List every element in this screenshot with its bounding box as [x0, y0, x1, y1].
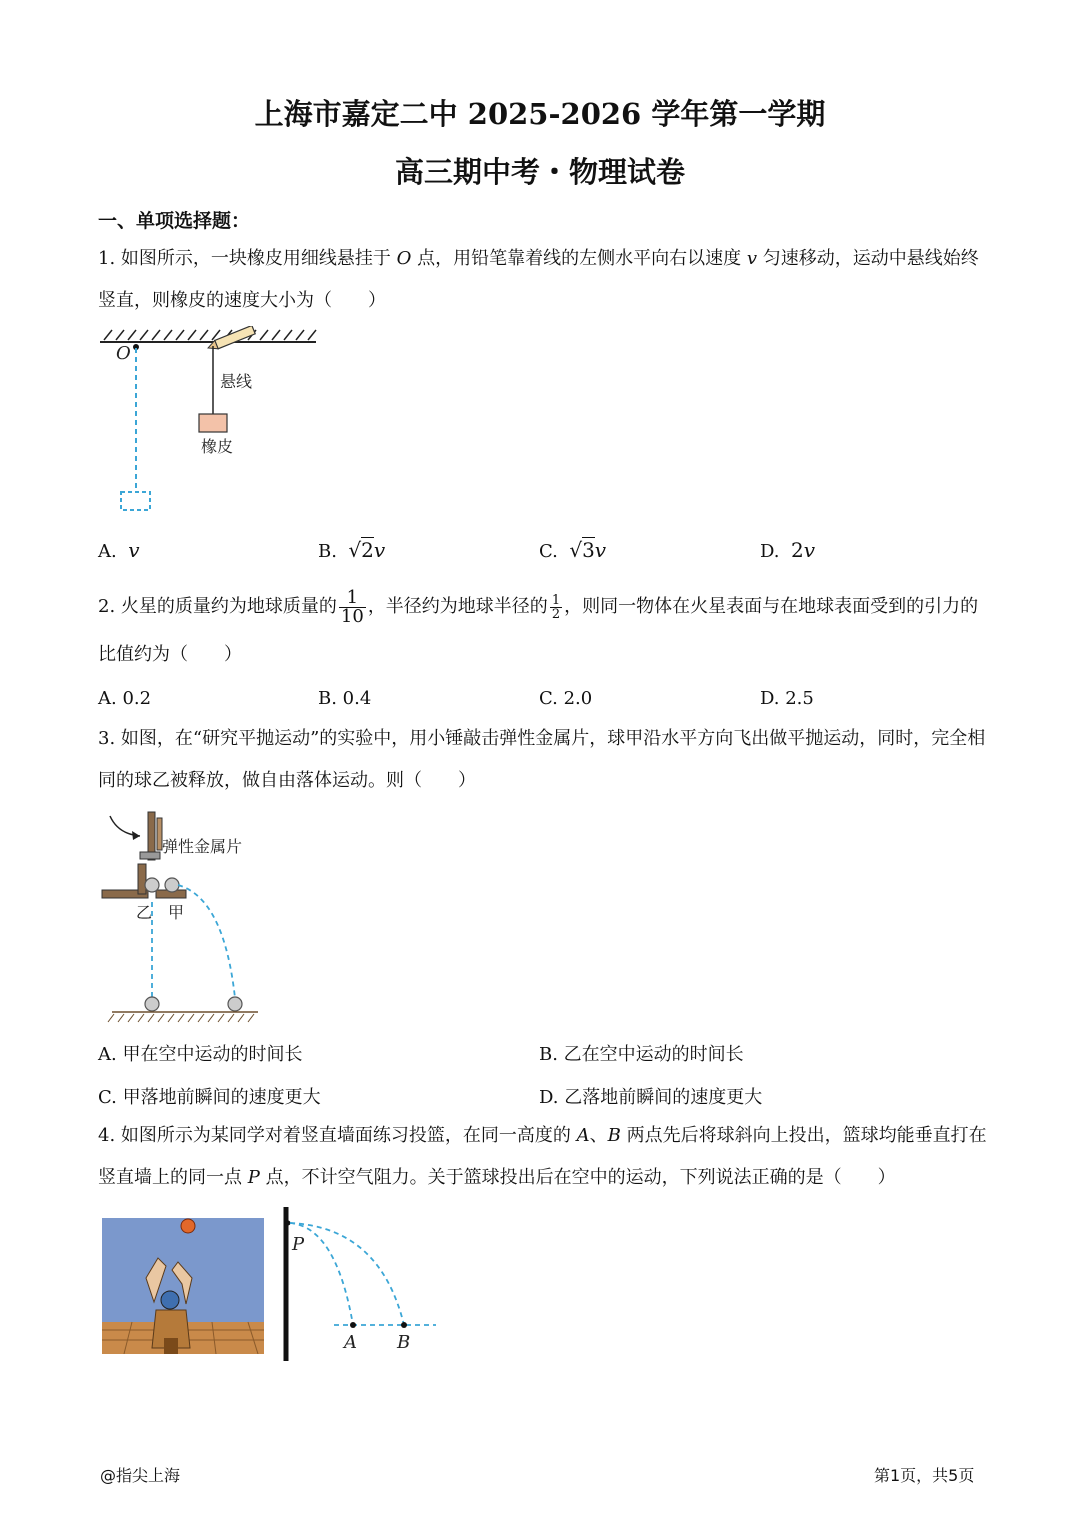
q1-option-a: A. v	[98, 538, 140, 562]
exam-title-line1: 上海市嘉定二中 2025-2026 学年第一学期	[254, 97, 826, 131]
q1-option-b: B. √2v	[318, 538, 386, 562]
ball-yi-label: 乙	[136, 903, 153, 922]
o-label: O	[116, 343, 131, 364]
footer-source: @指尖上海	[100, 1466, 181, 1485]
projectile-path	[178, 885, 235, 998]
exam-title-line2: 高三期中考・物理试卷	[394, 155, 685, 189]
ball-yi	[145, 878, 159, 892]
hammer-arrow	[110, 816, 140, 836]
plate-label: 弹性金属片	[162, 837, 243, 856]
point-a	[350, 1322, 356, 1328]
question-1-text: 1. 如图所示，一块橡皮用细线悬挂于 O 点，用铅笔靠着线的左侧水平向右以速度 v 匀速移动，运动中悬线始终竖直，则橡皮的速度大小为（ ）	[98, 248, 979, 311]
fraction-one-half: $\frac{1}{2}$	[551, 592, 561, 622]
q1-option-d: D. 2v	[760, 538, 816, 562]
basketball-icon	[181, 1219, 195, 1233]
ball-jia-label: 甲	[168, 903, 185, 922]
string-label: 悬线	[220, 372, 253, 391]
b-label: B	[397, 1332, 411, 1353]
trajectory-from-b	[290, 1223, 404, 1325]
question-3-text: 3. 如图，在“研究平抛运动”的实验中，用小锤敲击弹性金属片，球甲沿水平方向飞出做平抛运动，同时，完全相同的球乙被释放，做自由落体运动。则（ ）	[98, 728, 986, 791]
question-2-text: 2. 火星的质量约为地球质量的 $\frac{1}{10}$ ，半径约为地球半径的 $\frac{1}{2}$ ，则同一物体在火星表面与在地球表面受到的引力的比值约为（ ）	[98, 586, 979, 665]
question-4-text: 4. 如图所示为某同学对着竖直墙面练习投篮，在同一高度的 A、B 两点先后将球斜向上投出，篮球均能垂直打在竖直墙上的同一点 P 点，不计空气阻力。关于篮球投出后在空中的运动，下列说法正确的是（ ）	[98, 1125, 987, 1188]
q3-option-b: B. 乙在空中运动的时间长	[539, 1044, 744, 1065]
q3-option-c: C. 甲落地前瞬间的速度更大	[98, 1087, 321, 1108]
q2-option-a: A. 0.2	[98, 688, 152, 709]
q2-option-c: C. 2.0	[539, 688, 593, 709]
q1-option-c: C. √3v	[539, 538, 607, 562]
q4-trajectory-figure	[276, 1205, 446, 1365]
footer-page-number: 第1页，共5页	[874, 1466, 975, 1485]
q3-option-a: A. 甲在空中运动的时间长	[98, 1044, 303, 1065]
q2-option-d: D. 2.5	[760, 688, 814, 709]
q3-option-d: D. 乙落地前瞬间的速度更大	[539, 1087, 763, 1108]
q2-option-b: B. 0.4	[318, 688, 372, 709]
point-p	[286, 1221, 291, 1226]
a-label: A	[344, 1332, 357, 1353]
fraction-one-tenth: $\frac{1}{10}$	[340, 586, 364, 627]
p-label: P	[292, 1234, 305, 1255]
basketball-player-picture	[102, 1218, 264, 1354]
eraser-label: 橡皮	[201, 437, 234, 456]
q1-figure	[96, 326, 326, 516]
ball-jia	[165, 878, 179, 892]
point-b	[401, 1322, 407, 1328]
eraser-block	[199, 414, 227, 432]
eraser-initial-position	[121, 492, 150, 510]
q3-figure	[98, 808, 298, 1028]
section-heading: 一、单项选择题：	[98, 210, 251, 232]
